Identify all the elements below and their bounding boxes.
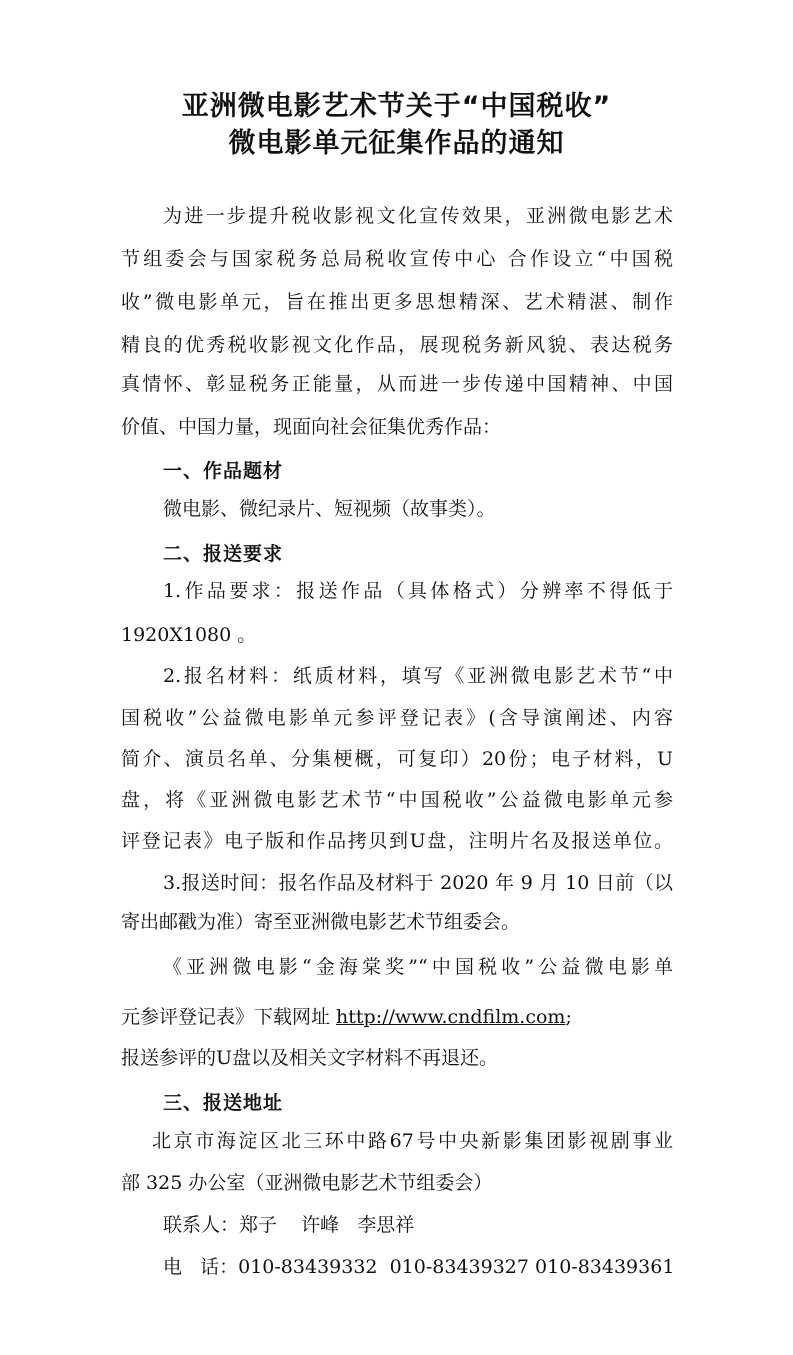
address-line: 北京市海淀区北三环中路67号中央新影集团影视剧事业 [152,1130,673,1152]
no-return-note: 报送参评的U盘以及相关文字材料不再退还。 [121,1047,499,1069]
address-line: 部 325 办公室（亚洲微电影艺术节组委会） [121,1172,493,1194]
intro-line: 价值、中国力量，现面向社会征集优秀作品： [121,416,502,438]
page-title-line-2: 微电影单元征集作品的通知 [228,128,565,159]
section-heading-requirements: 二、报送要求 [163,543,284,565]
download-url-suffix: ; [565,1006,572,1028]
contact-phones: 电 话：010-83439332 010-83439327 010-83439361 [163,1256,675,1278]
download-url-link[interactable]: http://www.cndfilm.com [336,1006,566,1028]
download-url-line [121,1006,572,1028]
requirement-item-2-line: 简介、演员名单、分集梗概，可复印）20份；电子材料，U [121,748,673,770]
intro-line: 为进一步提升税收影视文化宣传效果，亚洲微电影艺术 [163,205,673,227]
section-heading-topics: 一、作品题材 [163,460,284,482]
page-title-line-1: 亚洲微电影艺术节关于“中国税收” [181,91,612,122]
requirement-item-1-line: 1.作品要求：报送作品（具体格式）分辨率不得低于 [163,580,673,602]
requirement-item-2-line: 国税收”公益微电影单元参评登记表》(含导演阐述、内容 [121,707,673,729]
requirement-item-1-line: 1920X1080 。 [121,624,257,646]
download-note-line: 《亚洲微电影“金海棠奖”“中国税收”公益微电影单 [163,956,673,978]
section-heading-address: 三、报送地址 [163,1092,284,1114]
requirement-item-2-line: 评登记表》电子版和作品拷贝到U盘，注明片名及报送单位。 [121,830,673,852]
intro-line: 节组委会与国家税务总局税收宣传中心 合作设立“中国税 [121,248,673,270]
requirement-item-2-line: 盘，将《亚洲微电影艺术节“中国税收”公益微电影单元参 [121,789,673,811]
contact-persons: 联系人：郑子 许峰 李思祥 [163,1214,415,1236]
intro-line: 精良的优秀税收影视文化作品，展现税务新风貌、表达税务 [121,334,673,356]
topics-body: 微电影、微纪录片、短视频（故事类）。 [163,498,496,520]
requirement-item-2-line: 2.报名材料：纸质材料，填写《亚洲微电影艺术节“中 [163,665,673,687]
requirement-item-3-line: 3.报送时间：报名作品及材料于 2020 年 9 月 10 日前（以 [163,872,673,894]
download-url-prefix: 元参评登记表》下载网址 [121,1006,337,1028]
intro-line: 真情怀、彰显税务正能量，从而进一步传递中国精神、中国 [121,373,673,395]
intro-line: 收”微电影单元，旨在推出更多思想精深、艺术精湛、制作 [121,291,673,313]
requirement-item-3-line: 寄出邮戳为准）寄至亚洲微电影艺术节组委会。 [121,911,521,933]
